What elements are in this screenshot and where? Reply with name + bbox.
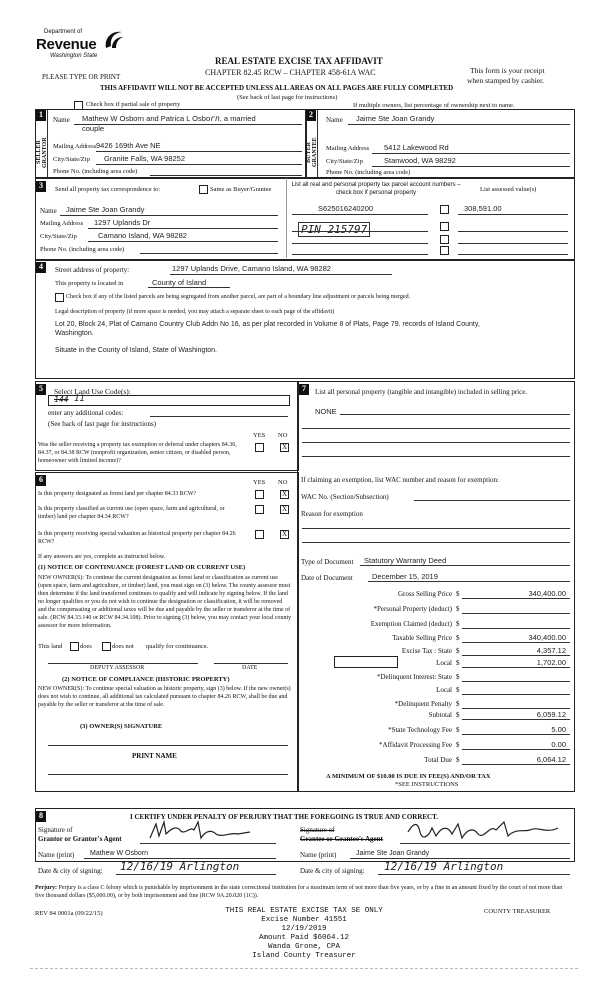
print-name-label: PRINT NAME xyxy=(132,752,177,760)
total-due-currency: $ xyxy=(456,756,460,764)
form-number: REV 84 0001a (09/22/15) xyxy=(35,910,103,917)
seller-address-line xyxy=(96,151,302,152)
section-8-marker: 8 xyxy=(36,811,46,822)
buyer-city: Stanwood, WA 98292 xyxy=(384,156,456,165)
assessed-1: 308,591.00 xyxy=(464,204,502,213)
section-7-marker: 7 xyxy=(299,384,309,395)
processing-fee-line xyxy=(462,749,570,750)
grantee-sig-line xyxy=(400,843,570,844)
sec3-name-label: Name xyxy=(40,207,57,215)
assessed-line-1 xyxy=(458,214,568,215)
grantor-sig-label-2: Grantor or Grantor's Agent xyxy=(38,835,122,843)
land-use-code: 11 xyxy=(74,394,85,404)
current-use-yes-checkbox[interactable] xyxy=(255,505,264,514)
sec6-no: NO xyxy=(278,479,288,486)
section-2-marker: 2 xyxy=(306,110,316,121)
delinquent-interest-local-line xyxy=(462,694,570,695)
local-rate-box[interactable] xyxy=(334,656,398,668)
doc-type: Statutory Warranty Deed xyxy=(364,556,447,565)
same-as-buyer-label: Same as Buyer/Grantee xyxy=(210,186,272,193)
grantor-name-label: Name (print) xyxy=(38,851,75,859)
stamp-title-row xyxy=(204,907,404,916)
sec3-address-label: Mailing Address xyxy=(40,220,84,227)
section-3-marker: 3 xyxy=(36,181,46,192)
grantee-name-line xyxy=(350,858,570,859)
deputy-assessor-label: DEPUTY ASSESSOR xyxy=(90,665,145,671)
seller-phone-line xyxy=(150,175,302,176)
delinquent-penalty-label: *Delinquent Penalty xyxy=(394,700,452,708)
grantor-signature xyxy=(146,818,256,844)
personal-property-label: List all personal property (tangible and intangible) included in selling price. xyxy=(315,388,528,396)
street-line xyxy=(170,274,392,275)
sec6-yes: YES xyxy=(253,479,266,486)
seller-name-line xyxy=(74,124,302,125)
total-due-label: Total Due xyxy=(424,756,452,764)
receipt-note-1: This form is your receipt xyxy=(470,66,545,75)
seller-name-typed: Mathew W Osborn and Patrica L Osbo xyxy=(82,114,211,123)
grantee-date-city: 12/16/19 Arlington xyxy=(384,860,504,873)
owner-sig-line xyxy=(48,745,288,746)
excise-local-label: Local xyxy=(436,659,452,667)
date-label: DATE xyxy=(242,665,258,671)
seller-name xyxy=(82,114,256,123)
segregated-label: Check box if any of the listed parcels are being segregated from another parcel, are part of a boundary line adjustment or parcels being merged. xyxy=(66,294,411,300)
street-address: 1297 Uplands Drive, Camano Island, WA 98282 xyxy=(172,264,331,273)
county: County of Island xyxy=(152,278,207,287)
total-due-line xyxy=(462,764,570,765)
personal-property-deduct-label: *Personal Property (deduct) xyxy=(373,605,452,613)
assessed-header: List assessed value(s) xyxy=(480,186,537,193)
personal-property-line-1 xyxy=(340,414,570,415)
buyer-name: Jaime Ste Joan Grandy xyxy=(356,114,435,123)
current-use-no-checkbox[interactable]: X xyxy=(281,505,288,513)
seller-name-label: Name xyxy=(53,116,70,124)
delinquent-interest-local-currency: $ xyxy=(456,686,460,694)
sec3-city-label: City/State/Zip xyxy=(40,233,77,240)
print-name-line xyxy=(48,774,288,775)
same-as-buyer-checkbox[interactable] xyxy=(199,185,208,194)
wac-label: WAC No. (Section/Subsection) xyxy=(301,493,389,501)
excise-local-currency: $ xyxy=(456,659,460,667)
processing-fee-label: *Affidavit Processing Fee xyxy=(379,741,452,749)
gross-price-label: Gross Selling Price xyxy=(397,590,452,598)
located-label: This property is located in xyxy=(55,280,124,287)
gross-price-value: 340,400.00 xyxy=(528,589,566,598)
see-back-header: (See back of last page for instructions) xyxy=(237,94,338,101)
delinquent-interest-state-currency: $ xyxy=(456,673,460,681)
grantor-name: Mathew W Osborn xyxy=(90,850,148,857)
seller-address: 9426 169th Ave NE xyxy=(96,141,161,150)
qualify-label: qualify for continuance. xyxy=(146,643,209,650)
taxable-price-label: Taxable Selling Price xyxy=(392,634,452,642)
grantor-sig-line xyxy=(140,843,276,844)
section-6-marker: 6 xyxy=(36,475,46,486)
buyer-address-line xyxy=(372,153,570,154)
doc-type-label: Type of Document xyxy=(301,558,354,566)
legal-3: Situate in the County of Island, State of Washington. xyxy=(55,347,218,354)
additional-codes-line xyxy=(150,416,288,417)
notice2-title: (2) NOTICE OF COMPLIANCE (HISTORIC PROPERTY) xyxy=(62,676,230,683)
excise-local-line xyxy=(462,667,570,668)
parcel-2-checkbox[interactable] xyxy=(440,222,449,231)
exemption-deduct-currency: $ xyxy=(456,620,460,628)
subtotal-value: 6,059.12 xyxy=(536,710,566,719)
stamp-title: THIS REAL ESTATE EXCISE TAX xyxy=(225,907,347,915)
does-not-checkbox[interactable] xyxy=(102,642,111,651)
buyer-address-label: Mailing Address xyxy=(326,145,370,152)
notice2-body: NEW OWNER(S): To continue special valuation as historic property, sign (3) below. If the new owner(s) does not wish to continue, all additional tax calculated pursuant to chapter 84.26 RCW, shall be due and payable by the seller or transferor at the time of sale. xyxy=(38,686,291,708)
reason-label: Reason for exemption xyxy=(301,510,363,518)
grantee-signature xyxy=(404,818,564,844)
send-correspondence-label: Send all property tax correspondence to: xyxy=(55,186,161,193)
owner-signature-label: (3) OWNER(S) SIGNATURE xyxy=(80,723,163,730)
delinquent-interest-local-label: Local xyxy=(436,686,452,694)
form-title: REAL ESTATE EXCISE TAX AFFIDAVIT xyxy=(215,56,383,66)
historic-no-checkbox[interactable]: X xyxy=(281,530,288,538)
tech-fee-value: 5.00 xyxy=(551,725,566,734)
county-line xyxy=(148,287,230,288)
gross-price-line xyxy=(462,598,570,599)
exemption-deduct-line xyxy=(462,628,570,629)
seller-name-hand: rn xyxy=(210,114,220,123)
parcel-line-4 xyxy=(292,254,428,255)
does-not-label: does not xyxy=(112,643,134,650)
forest-yes-checkbox[interactable] xyxy=(255,490,264,499)
buyer-city-label: City/State/Zip xyxy=(326,158,363,165)
parcel-divider xyxy=(286,178,287,258)
forest-no-checkbox[interactable]: X xyxy=(281,490,288,498)
personal-property-line-2 xyxy=(302,428,570,429)
exemption-question: Was the seller receiving a property tax exemption or deferral under chapters 84.36, 84.37, or 84.38 RCW (nonprofit organization, senior citizen, or disabled person, homeowner with limited income)? xyxy=(38,442,237,464)
grantee-sig-label-2: Grantee or Grantee's Agent xyxy=(300,835,383,843)
seller-phone-label: Phone No. (including area code) xyxy=(53,168,138,175)
section-4-marker: 4 xyxy=(36,262,46,273)
tech-fee-label: *State Technology Fee xyxy=(388,726,452,734)
section-1-marker: 1 xyxy=(36,110,46,121)
taxable-price-currency: $ xyxy=(456,634,460,642)
forest-question: Is this property designated as forest land per chapter 84.33 RCW? xyxy=(38,491,197,497)
sec3-address: 1297 Uplands Dr xyxy=(94,218,151,227)
buyer-divider xyxy=(317,110,318,177)
treasurer-stamp xyxy=(204,907,404,961)
grantor-date-city: 12/16/19 Arlington xyxy=(120,860,240,873)
total-due-value: 6,064.12 xyxy=(536,755,566,764)
legal-2: Washington. xyxy=(55,330,94,337)
minimum-due-note: A MINIMUM OF $10.00 IS DUE IN FEE(S) AND/OR TAX xyxy=(326,773,491,780)
delinquent-interest-state-line xyxy=(462,681,570,682)
sec3-phone-line xyxy=(140,253,278,254)
segregated-checkbox[interactable] xyxy=(55,293,64,302)
historic-question: Is this property receiving special valuation as historical property per chapter 84.26 RCW? xyxy=(38,531,236,545)
doc-type-line xyxy=(360,565,570,566)
tech-fee-currency: $ xyxy=(456,726,460,734)
exemption-yes-checkbox[interactable] xyxy=(255,443,264,452)
grantor-sig-label-1: Signature of xyxy=(38,826,73,834)
reason-line-2 xyxy=(302,542,570,543)
sec5-yes: YES xyxy=(253,432,266,439)
exemption-label: If claiming an exemption, list WAC number and reason for exemption: xyxy=(301,476,499,484)
certify-text: I CERTIFY UNDER PENALTY OF PERJURY THAT THE FOREGOING IS TRUE AND CORRECT. xyxy=(130,813,439,821)
exemption-no-checkbox[interactable]: X xyxy=(281,443,288,451)
stamp-cpa: Wanda Grone, CPA xyxy=(267,943,340,951)
seller-city: Granite Falls, WA 98252 xyxy=(104,154,186,163)
section-4 xyxy=(35,259,575,379)
doc-date: December 15, 2019 xyxy=(372,572,438,581)
logo-state: Washington State xyxy=(50,53,98,59)
sec3-city-line xyxy=(88,241,278,242)
sec3-name-line xyxy=(60,215,278,216)
excise-state-label: Excise Tax : State xyxy=(401,647,452,655)
reason-line-1 xyxy=(302,528,570,529)
buyer-address: 5412 Lakewood Rd xyxy=(384,143,449,152)
date-line xyxy=(214,663,288,664)
buyer-name-label: Name xyxy=(326,116,343,124)
delinquent-penalty-currency: $ xyxy=(456,700,460,708)
additional-codes-label: enter any additional codes: xyxy=(48,409,124,417)
assessed-line-2 xyxy=(458,231,568,232)
grantee-sig-label-1: Signature of xyxy=(300,826,335,834)
notice1-body: NEW OWNER(S): To continue the current designation as forest land or classification as current use (open space, farm and agriculture, or timber) land, you must sign on (3) below. The county assessor must then determine if the land transferred continues to qualify and will indicate by signing below. If the land no longer qualifies or you do not wish to continue the designation or classification, it will be removed and the compensating or additional taxes will be due and payable by the seller or transferor at the time of sale. (RCW 84.33.140 or RCW 84.34.108). Prior to signing (3) below, you may contact your local county assessor for more information. xyxy=(38,575,292,629)
seller-city-label: City/State/Zip xyxy=(53,156,90,163)
subtotal-line xyxy=(462,719,570,720)
perjury-text: Perjury is a class C felony which is punishable by imprisonment in the state correctional institution for a maximum term of not more than five years, or by a fine in an amount fixed by the court of not more than five thousand dollars ($5,000.00), or by both imprisonment and fine (RCW 9A.20.020 (1C)). xyxy=(35,885,563,899)
stamp-amount-paid: Amount Paid $6064.12 xyxy=(258,934,349,942)
county-treasurer-label: COUNTY TREASURER xyxy=(484,908,551,915)
parcel-line-3 xyxy=(292,243,428,244)
excise-state-value: 4,357.12 xyxy=(536,646,566,655)
sec3-city: Camano Island, WA 98282 xyxy=(98,231,187,240)
taxable-price-line xyxy=(462,642,570,643)
excise-state-currency: $ xyxy=(456,647,460,655)
personal-property-none: NONE xyxy=(315,407,337,416)
excise-state-line xyxy=(462,655,570,656)
street-label: Street address of property: xyxy=(55,266,130,274)
gross-price-currency: $ xyxy=(456,590,460,598)
stamp-excise-number: Excise Number 41551 xyxy=(261,916,347,924)
sec3-phone-label: Phone No. (including area code) xyxy=(40,246,125,253)
buyer-phone-label: Phone No. (including area code) xyxy=(326,169,411,176)
form-chapter: CHAPTER 82.45 RCW – CHAPTER 458-61A WAC xyxy=(205,68,376,77)
doc-date-line xyxy=(368,581,570,582)
legal-1: Lot 20, Block 24, Plat of Camano Country Club Addn No 16, as per plat recorded in Volume 8 of Plats, Page 79. records of Island County, xyxy=(55,321,480,328)
assessed-line-4 xyxy=(458,254,568,255)
doc-date-label: Date of Document xyxy=(301,574,353,582)
grantor-date-line xyxy=(116,874,276,875)
notice1-title: (1) NOTICE OF CONTINUANCE (FOREST LAND OR CURRENT USE) xyxy=(38,564,246,571)
subtotal-label: Subtotal xyxy=(428,711,452,719)
does-label: does xyxy=(80,643,92,650)
parcel-1: S625016240200 xyxy=(318,204,374,213)
logo-dept: Department of xyxy=(44,29,83,35)
stamp-title-2: SE ONLY xyxy=(351,907,383,915)
if-yes-note: If any answers are yes, complete as instructed below. xyxy=(38,554,166,560)
grantor-name-line xyxy=(84,858,276,859)
personal-property-line-3 xyxy=(302,442,570,443)
land-use-struck: 144 xyxy=(54,395,69,404)
parcel-header: List all real and personal property tax parcel account numbers – check box if personal property xyxy=(291,182,461,196)
please-type: PLEASE TYPE OR PRINT xyxy=(42,73,121,81)
bottom-dashed-line xyxy=(30,968,578,969)
perjury-statement xyxy=(35,884,573,900)
parcel-line-2 xyxy=(292,231,428,232)
current-use-question: Is this property classified as current use (open space, farm and agricultural, or timber) land per chapter 84.34 RCW? xyxy=(38,506,225,520)
seller-divider xyxy=(47,110,48,177)
excise-local-value: 1,702.00 xyxy=(536,658,566,667)
tech-fee-line xyxy=(462,734,570,735)
wac-line xyxy=(414,500,570,501)
section-5-marker: 5 xyxy=(36,384,46,395)
sec5-no: NO xyxy=(278,432,288,439)
stamp-treasurer: Island County Treasurer xyxy=(252,952,356,960)
parcel-4-checkbox[interactable] xyxy=(440,246,449,255)
historic-yes-checkbox[interactable] xyxy=(255,530,264,539)
buyer-side-label: BUYER GRANTEE xyxy=(306,137,318,168)
pin-handwritten: PIN 215797 xyxy=(298,222,370,237)
warning-text: THIS AFFIDAVIT WILL NOT BE ACCEPTED UNLESS ALL AREAS ON ALL PAGES ARE FULLY COMPLETED xyxy=(100,84,454,92)
partial-sale-label: Check box if partial sale of property xyxy=(86,101,181,108)
perjury-label: Perjury: xyxy=(35,885,57,891)
seller-name-rest: , a married xyxy=(219,114,256,123)
multiple-owners-note: If multiple owners, list percentage of ownership next to name. xyxy=(353,102,515,109)
parcel-line-1 xyxy=(292,214,428,215)
see-instructions-note: *SEE INSTRUCTIONS xyxy=(395,781,459,788)
sec3-name: Jaime Ste Joan Grandy xyxy=(66,205,145,214)
receipt-note-2: when stamped by cashier. xyxy=(467,76,545,85)
sec5-see-back: (See back of last page for instructions) xyxy=(48,420,157,428)
grantor-date-label: Date & city of signing: xyxy=(38,867,103,875)
sec3-address-line xyxy=(88,228,278,229)
grantee-date-line xyxy=(378,874,570,875)
delinquent-penalty-line xyxy=(462,708,570,709)
subtotal-currency: $ xyxy=(456,711,460,719)
processing-fee-currency: $ xyxy=(456,741,460,749)
taxable-price-value: 340,400.00 xyxy=(528,633,566,642)
dor-logo xyxy=(36,28,136,68)
seller-city-line xyxy=(96,164,302,165)
personal-property-deduct-line xyxy=(462,613,570,614)
personal-property-line-4 xyxy=(302,456,570,457)
buyer-name-line xyxy=(348,124,570,125)
land-use-label: Select Land Use Code(s): xyxy=(54,387,131,396)
delinquent-interest-state-label: *Delinquent Interest: State xyxy=(376,673,452,681)
grantee-date-label: Date & city of signing: xyxy=(300,867,365,875)
assessed-line-3 xyxy=(458,243,568,244)
parcel-3-checkbox[interactable] xyxy=(440,235,449,244)
grantee-name: Jaime Ste Joan Grandy xyxy=(356,850,430,857)
legal-label: Legal description of property (if more space is needed, you may attach a separate sheet to each page of the affidavit) xyxy=(55,309,335,315)
this-land-label: This land xyxy=(38,643,63,650)
deputy-line xyxy=(48,663,198,664)
seller-name-line2: couple xyxy=(82,124,105,133)
personal-property-deduct-currency: $ xyxy=(456,605,460,613)
seller-side-label: SELLER GRANTOR xyxy=(36,137,48,168)
grantee-name-label: Name (print) xyxy=(300,851,337,859)
swoosh-logo-icon xyxy=(102,28,126,52)
buyer-city-line xyxy=(372,166,570,167)
seller-address-label: Mailing Address xyxy=(53,143,97,150)
processing-fee-value: 0.00 xyxy=(551,740,566,749)
does-checkbox[interactable] xyxy=(70,642,79,651)
exemption-deduct-label: Exemption Claimed (deduct) xyxy=(370,620,452,628)
stamp-date: 12/19/2019 xyxy=(281,925,327,933)
logo-name: Revenue xyxy=(36,36,97,53)
parcel-1-checkbox[interactable] xyxy=(440,205,449,214)
